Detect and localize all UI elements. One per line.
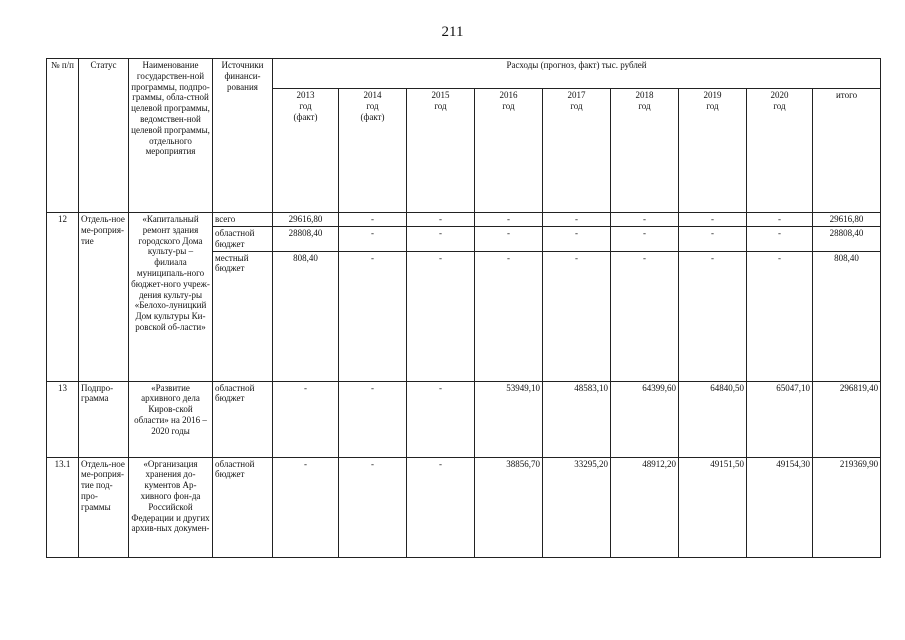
cell-total: 219369,90: [813, 457, 881, 557]
cell-value: -: [611, 213, 679, 227]
table-row: [47, 213, 881, 227]
row-source: областной бюджет: [213, 227, 273, 252]
cell-value: -: [407, 457, 475, 557]
row-status: Подпро-грамма: [79, 381, 129, 457]
cell-value: -: [679, 251, 747, 381]
cell-value: -: [747, 227, 813, 252]
cell-value: 64399,60: [611, 381, 679, 457]
cell-value: -: [339, 213, 407, 227]
row-status: Отдель-ное ме-роприя-тие: [79, 213, 129, 382]
cell-value: -: [339, 227, 407, 252]
cell-value: -: [611, 251, 679, 381]
cell-value: 808,40: [273, 251, 339, 381]
header-year-2019: 2019 год: [679, 89, 747, 213]
header-num: № п/п: [47, 59, 79, 213]
row-source: всего: [213, 213, 273, 227]
cell-value: 28808,40: [273, 227, 339, 252]
header-name: Наименование государствен-ной программы, подпро-граммы, обла-стной целевой программы, ведомствен-ной целевой программы, отдельного мероприятия: [129, 59, 213, 213]
table-row: [47, 381, 881, 457]
header-total: итого: [813, 89, 881, 213]
cell-value: -: [679, 213, 747, 227]
cell-value: 49154,30: [747, 457, 813, 557]
cell-value: -: [475, 251, 543, 381]
cell-value: -: [273, 457, 339, 557]
cell-value: 65047,10: [747, 381, 813, 457]
row-name: «Развитие архивного дела Киров-ской области» на 2016 – 2020 годы: [129, 381, 213, 457]
cell-value: -: [407, 251, 475, 381]
cell-value: -: [407, 381, 475, 457]
header-year-2018: 2018 год: [611, 89, 679, 213]
header-year-2020: 2020 год: [747, 89, 813, 213]
header-status: Статус: [79, 59, 129, 213]
cell-value: 53949,10: [475, 381, 543, 457]
cell-value: -: [407, 227, 475, 252]
cell-value: -: [339, 381, 407, 457]
cell-value: -: [543, 213, 611, 227]
row-num: 13.1: [47, 457, 79, 557]
header-expenses: Расходы (прогноз, факт) тыс. рублей: [273, 59, 881, 89]
cell-value: 38856,70: [475, 457, 543, 557]
cell-value: -: [475, 213, 543, 227]
cell-value: -: [747, 213, 813, 227]
cell-value: 64840,50: [679, 381, 747, 457]
cell-total: 808,40: [813, 251, 881, 381]
cell-value: -: [339, 457, 407, 557]
row-status: Отдель-ное ме-роприя-тие под-про-граммы: [79, 457, 129, 557]
cell-value: 29616,80: [273, 213, 339, 227]
row-num: 13: [47, 381, 79, 457]
cell-total: 28808,40: [813, 227, 881, 252]
header-year-2013: 2013 год (факт): [273, 89, 339, 213]
row-name: «Организация хранения до-кументов Ар-хивного фон-да Российской Федерации и других архив-ных докумен-: [129, 457, 213, 557]
cell-value: -: [543, 227, 611, 252]
header-year-2017: 2017 год: [543, 89, 611, 213]
cell-value: 49151,50: [679, 457, 747, 557]
table-row: [47, 457, 881, 557]
cell-total: 29616,80: [813, 213, 881, 227]
cell-value: -: [407, 213, 475, 227]
header-year-2014: 2014 год (факт): [339, 89, 407, 213]
cell-value: -: [679, 227, 747, 252]
cell-value: 48912,20: [611, 457, 679, 557]
cell-value: 48583,10: [543, 381, 611, 457]
page-number: 211: [441, 24, 464, 40]
header-source: Источники финанси-рования: [213, 59, 273, 213]
row-source: областной бюджет: [213, 457, 273, 557]
row-num: 12: [47, 213, 79, 382]
row-source: областной бюджет: [213, 381, 273, 457]
cell-value: -: [475, 227, 543, 252]
cell-total: 296819,40: [813, 381, 881, 457]
row-name: «Капитальный ремонт здания городского Дома культу-ры – филиала муниципаль-ного бюджет-ного учреж-дения культу-ры «Белохо-луницкий Дом культуры Ки-ровской об-ласти»: [129, 213, 213, 382]
cell-value: 33295,20: [543, 457, 611, 557]
cell-value: -: [273, 381, 339, 457]
cell-value: -: [339, 251, 407, 381]
budget-table: [46, 58, 881, 558]
header-year-2015: 2015 год: [407, 89, 475, 213]
header-year-2016: 2016 год: [475, 89, 543, 213]
row-source: местный бюджет: [213, 251, 273, 381]
cell-value: -: [543, 251, 611, 381]
cell-value: -: [747, 251, 813, 381]
cell-value: -: [611, 227, 679, 252]
